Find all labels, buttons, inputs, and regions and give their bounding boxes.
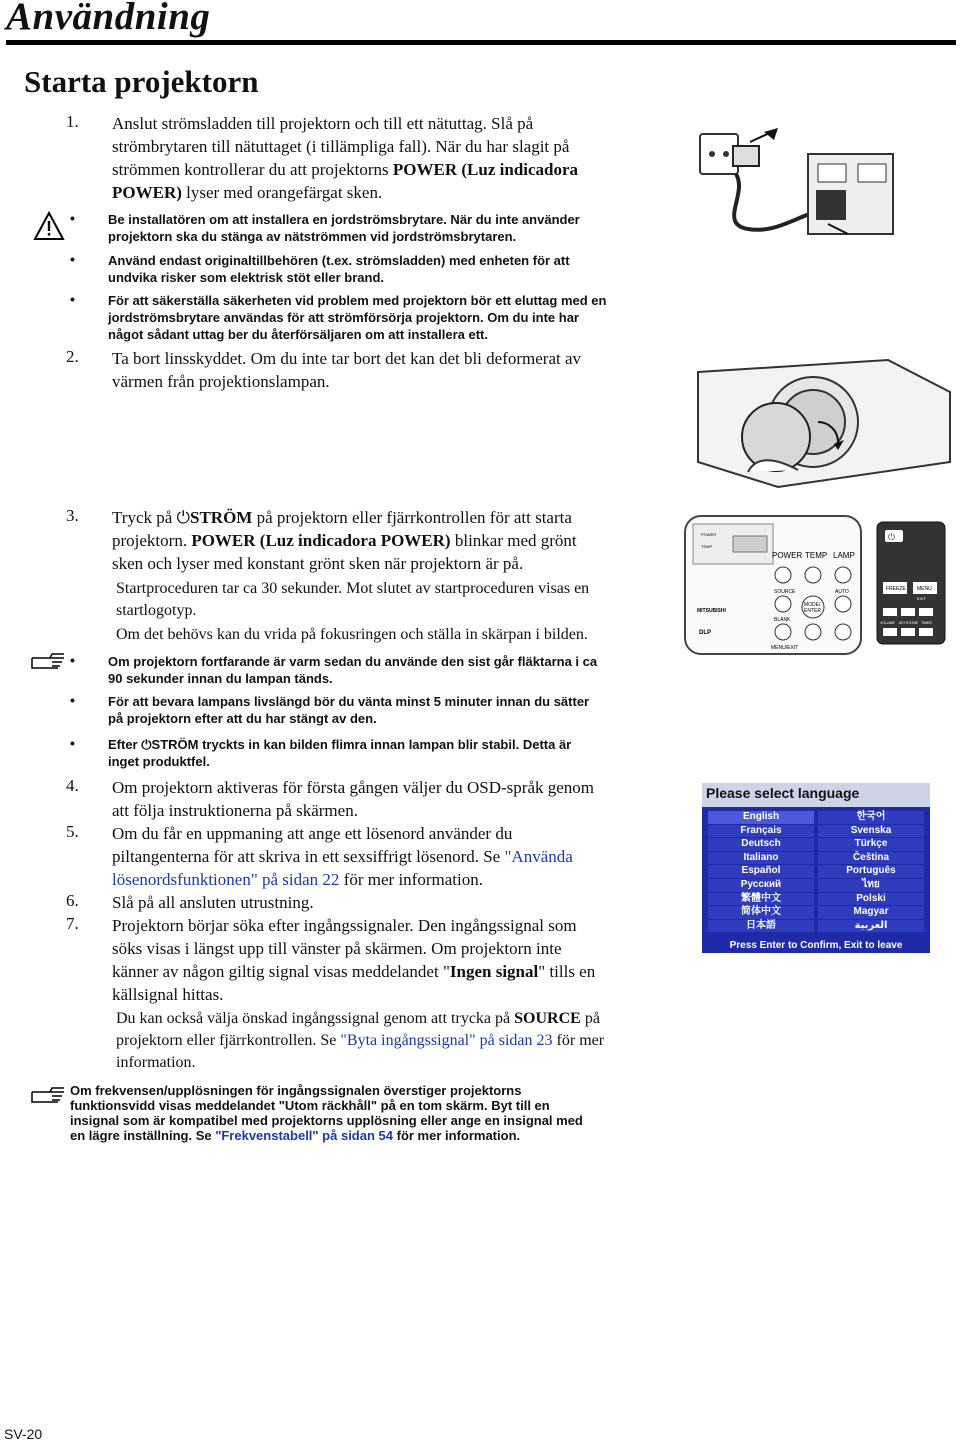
language-option[interactable]: Português [818,865,924,878]
step-5-number: 5. [66,822,79,841]
panel-enter-label: ENTER [804,608,821,614]
panel-blank-label: BLANK [774,617,791,623]
step-3-subtext: Startproceduren tar ca 30 sekunder. Mot slutet av startproceduren visas en startlogotyp. Om det behövs kan du vrida på fokusringen och ställa in skärpan i bilden. [116,580,590,643]
note-item: För att bevara lampans livslängd bör du vänta minst 5 minuter innan du sätter på projektorn efter att du har stängt av den. [108,694,590,726]
link-password-page[interactable]: lösenordsfunktionen" på sidan 22 [112,870,340,889]
panel-small-label: TEMP [701,544,713,549]
panel-dlp-label: DLP [699,630,711,636]
language-option[interactable]: 繁體中文 [708,893,814,906]
language-menu-title: Please select language [702,783,930,807]
panel-mode-label: MODE/ [804,602,821,608]
chapter-title: Användning [6,0,211,38]
power-symbol-icon: ⏻ [176,508,190,527]
step-4-text: Om projektorn aktiveras för första gången väljer du OSD-språk genom att följa instruktionerna på skärmen. [112,778,595,820]
bullet: • [70,735,75,751]
language-menu [702,783,930,953]
language-option[interactable]: English [708,811,814,824]
warning-icon [33,211,65,241]
panel-brand-label: MITSUBISHI [697,608,726,614]
step-2-number: 2. [66,347,79,366]
language-option[interactable]: Español [708,865,814,878]
warning-item: För att säkerställa säkerheten vid problem med projektorn bör ett eluttag med en jordströmsbrytare användas för att strömförsörja projektorn. Om du inte har något sådant uttag ber du återförsäljaren om att installera ett. [108,293,607,342]
lens-cap-illustration [688,352,956,492]
page-number: SV-20 [4,1426,43,1442]
bullet: • [70,692,75,708]
step-2-text: Ta bort linsskyddet. Om du inte tar bort det kan det bli deformerat av värmen från projektionslampan. [112,349,582,391]
language-menu-footer: Press Enter to Confirm, Exit to leave [729,940,903,951]
language-option[interactable]: Deutsch [708,838,814,851]
remote-keystone-label: KEYSTONE [899,621,918,625]
link-password[interactable]: "Använda [504,847,573,866]
step-4-number: 4. [66,776,79,795]
bullet: • [70,251,75,267]
section-title: Starta projektorn [24,64,259,99]
step-7-text: Projektorn börjar söka efter ingångssignaler. Den ingångssignal som söks visas i längst upp till vänster på skärmen. Om projektorn inte känner av någon giltig signal visas meddelandet "Ingen signal" tills en källsignal hittas. [112,916,596,1004]
link-frequency[interactable]: "Frekvenstabell" på sidan 54 [215,1128,393,1143]
language-option[interactable]: Magyar [818,906,924,919]
language-option[interactable]: 한국어 [818,811,924,824]
warning-item: Använd endast originaltillbehören (t.ex. strömsladden) med enheten för att undvika risker som elektrisk stöt eller brand. [108,253,570,285]
projector-control-panel [683,514,863,656]
remote-timer-label: TIMER [921,621,932,625]
bullet: • [70,652,75,668]
language-option[interactable]: Русский [708,879,814,892]
language-option[interactable]: Türkçe [818,838,924,851]
link-source[interactable]: "Byta ingångssignal" på sidan 23 [340,1032,553,1049]
language-option[interactable]: Italiano [708,852,814,865]
power-cord-illustration [688,124,894,244]
remote-power-icon: ⏻ [888,532,896,542]
panel-lamp-label: LAMP [833,551,855,560]
remote-exit-label: EXIT [917,596,926,601]
note-item: Om projektorn fortfarande är varm sedan du använde den sist går fläktarna i ca 90 sekunder innan du lampan tänds. [108,654,598,686]
step-5-text: Om du får en uppmaning att ange ett lösenord använder du piltangenterna för att skriva in ett sexsiffrigt lösenord. Se "Använda lösenordsfunktionen" på sidan 22 för mer information. [112,824,573,889]
language-option[interactable]: 简体中文 [708,906,814,919]
step-1-number: 1. [66,112,79,131]
panel-small-label: POWER [701,532,717,537]
panel-auto-label: AUTO [835,589,849,595]
step-7-subtext: Du kan också välja önskad ingångssignal genom att trycka på SOURCE på projektorn eller fjärrkontrollen. Se "Byta ingångssignal" på sidan 23 för mer information. [116,1010,605,1071]
step-6-text: Slå på all ansluten utrustning. [112,893,314,912]
language-option[interactable]: Čeština [818,852,924,865]
step-3-text: Tryck på ⏻STRÖM på projektorn eller fjärrkontrollen för att starta projektorn. POWER (Luz indicadora POWER) blinkar med grönt sken och lyser med konstant grönt sken när projektorn är på. [112,508,577,573]
bullet: • [70,291,75,307]
language-option[interactable]: ไทย [818,879,924,892]
language-option[interactable]: العربية [818,920,924,933]
remote-volume-label: VOLUME [880,621,895,625]
language-option[interactable]: Polski [818,893,924,906]
language-option[interactable]: 日本語 [708,920,814,933]
header-rule [6,40,956,45]
remote-freeze-label: FREEZE [886,586,906,592]
final-note: Om frekvensen/upplösningen för ingångssignalen överstiger projektorns funktionsvidd visas meddelandet "Utom räckhåll" på en tom skärm. Byt till en insignal som är kompatibel med projektorns upplösning eller ange en insignal med en lägre inställning. Se "Frekvenstabell" på sidan 54 för mer information. [70,1083,583,1143]
panel-power-label: POWER [772,551,803,560]
step-1-text: Anslut strömsladden till projektorn och till ett nätuttag. Slå på strömbrytaren till nätuttaget (i tillämpliga fall). När du har slagit på strömmen kontrollerar du att projektorns POWER (Luz indicadora POWER) lyser med orangefärgat sken. [112,114,579,202]
note-item: Efter ⏻STRÖM tryckts in kan bilden flimra innan lampan blir stabil. Detta är inget produktfel. [108,737,572,769]
step-7-number: 7. [66,914,79,933]
warning-item: Be installatören om att installera en jordströmsbrytare. När du inte använder projektorn ska du stänga av nätströmmen vid jordströmsbrytaren. [108,212,580,244]
power-symbol-icon: ⏻ [141,737,152,752]
remote-control [875,520,947,646]
panel-source-label: SOURCE [774,589,796,595]
panel-menu-label: MENU/EXIT [771,645,799,651]
step-3-number: 3. [66,506,79,525]
note-hand-icon [30,1082,68,1106]
bullet: • [70,210,75,226]
note-hand-icon [30,648,68,672]
panel-temp-label: TEMP [805,551,828,560]
language-option[interactable]: Svenska [818,825,924,838]
language-option[interactable]: Français [708,825,814,838]
remote-menu-label: MENU [917,586,932,592]
step-6-number: 6. [66,891,79,910]
